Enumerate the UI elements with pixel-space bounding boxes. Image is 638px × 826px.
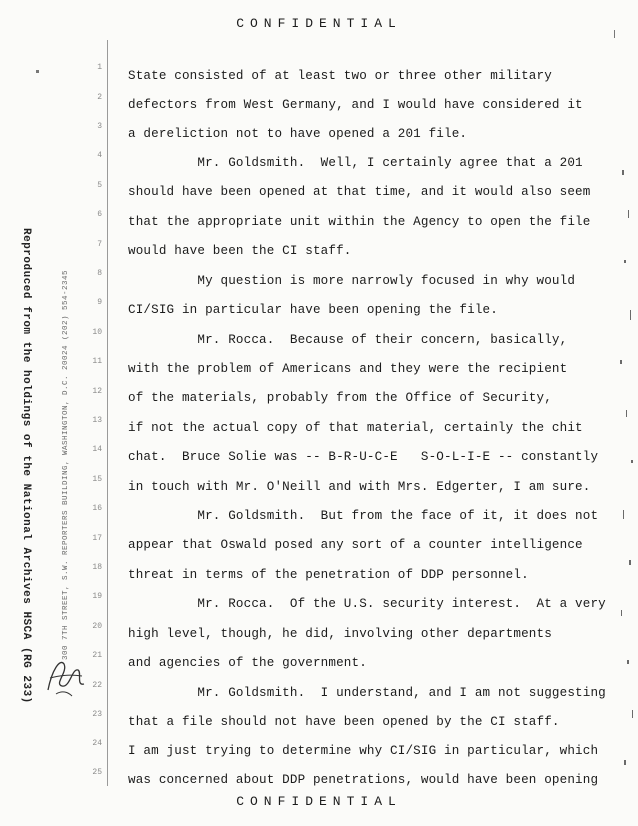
text-line-3: a dereliction not to have opened a 201 file. [128, 127, 468, 141]
line-number: 6 [97, 210, 102, 219]
line-number: 15 [92, 475, 102, 484]
line-number: 3 [97, 122, 102, 131]
text-line-15: in touch with Mr. O'Neill and with Mrs. Edgerter, I am sure. [128, 480, 591, 494]
text-line-16: Mr. Goldsmith. But from the face of it, it does not [128, 509, 599, 523]
text-line-19: Mr. Rocca. Of the U.S. security interest. At a very [128, 597, 606, 611]
line-number: 2 [97, 93, 102, 102]
line-number: 12 [92, 387, 102, 396]
line-number: 13 [92, 416, 102, 425]
line-number: 18 [92, 563, 102, 572]
scan-mark [36, 70, 39, 73]
line-number: 9 [97, 298, 102, 307]
text-line-23: that a file should not have been opened by the CI staff. [128, 715, 560, 729]
scan-edge-noise [606, 150, 636, 810]
line-number: 1 [97, 63, 102, 72]
scan-mark [614, 30, 615, 38]
side-note-reproduced: Reproduced from the holdings of the National Archives HSCA (RG 233) [20, 228, 32, 704]
text-line-6: that the appropriate unit within the Agency to open the file [128, 215, 591, 229]
text-line-8: My question is more narrowly focused in why would [128, 274, 576, 288]
line-number: 7 [97, 240, 102, 249]
line-number: 5 [97, 181, 102, 190]
line-number: 22 [92, 681, 102, 690]
line-number: 4 [97, 151, 102, 160]
text-line-4: Mr. Goldsmith. Well, I certainly agree that a 201 [128, 156, 583, 170]
text-line-9: CI/SIG in particular have been opening the file. [128, 303, 498, 317]
line-number: 11 [92, 357, 102, 366]
text-line-25: was concerned about DDP penetrations, would have been opening [128, 773, 599, 787]
text-line-14: chat. Bruce Solie was -- B-R-U-C-E S-O-L-I-E -- constantly [128, 450, 599, 464]
line-number: 16 [92, 504, 102, 513]
text-line-11: with the problem of Americans and they were the recipient [128, 362, 568, 376]
line-number: 23 [92, 710, 102, 719]
text-line-20: high level, though, he did, involving other departments [128, 627, 552, 641]
footer-classification: CONFIDENTIAL [236, 794, 402, 809]
text-line-7: would have been the CI staff. [128, 244, 352, 258]
text-line-12: of the materials, probably from the Office of Security, [128, 391, 552, 405]
text-line-18: threat in terms of the penetration of DDP personnel. [128, 568, 529, 582]
reporter-address-line: 300 7TH STREET, S.W. REPORTERS BUILDING, WASHINGTON, D.C. 20024 (202) 554-2345 [62, 269, 70, 660]
text-line-21: and agencies of the government. [128, 656, 367, 670]
handwritten-initials [42, 650, 90, 700]
text-line-22: Mr. Goldsmith. I understand, and I am not suggesting [128, 686, 606, 700]
line-number: 8 [97, 269, 102, 278]
line-number: 21 [92, 651, 102, 660]
text-line-2: defectors from West Germany, and I would have considered it [128, 98, 583, 112]
line-number: 20 [92, 622, 102, 631]
line-number: 14 [92, 445, 102, 454]
text-line-10: Mr. Rocca. Because of their concern, basically, [128, 333, 568, 347]
text-line-5: should have been opened at that time, and it would also seem [128, 185, 591, 199]
line-number: 10 [92, 328, 102, 337]
line-number: 24 [92, 739, 102, 748]
line-number: 25 [92, 768, 102, 777]
text-line-17: appear that Oswald posed any sort of a counter intelligence [128, 538, 583, 552]
text-line-24: I am just trying to determine why CI/SIG in particular, which [128, 744, 599, 758]
line-number: 19 [92, 592, 102, 601]
text-line-13: if not the actual copy of that material, certainly the chit [128, 421, 583, 435]
text-line-1: State consisted of at least two or three other military [128, 69, 552, 83]
line-number: 17 [92, 534, 102, 543]
left-margin-rule [107, 40, 108, 786]
header-classification: CONFIDENTIAL [236, 16, 402, 31]
